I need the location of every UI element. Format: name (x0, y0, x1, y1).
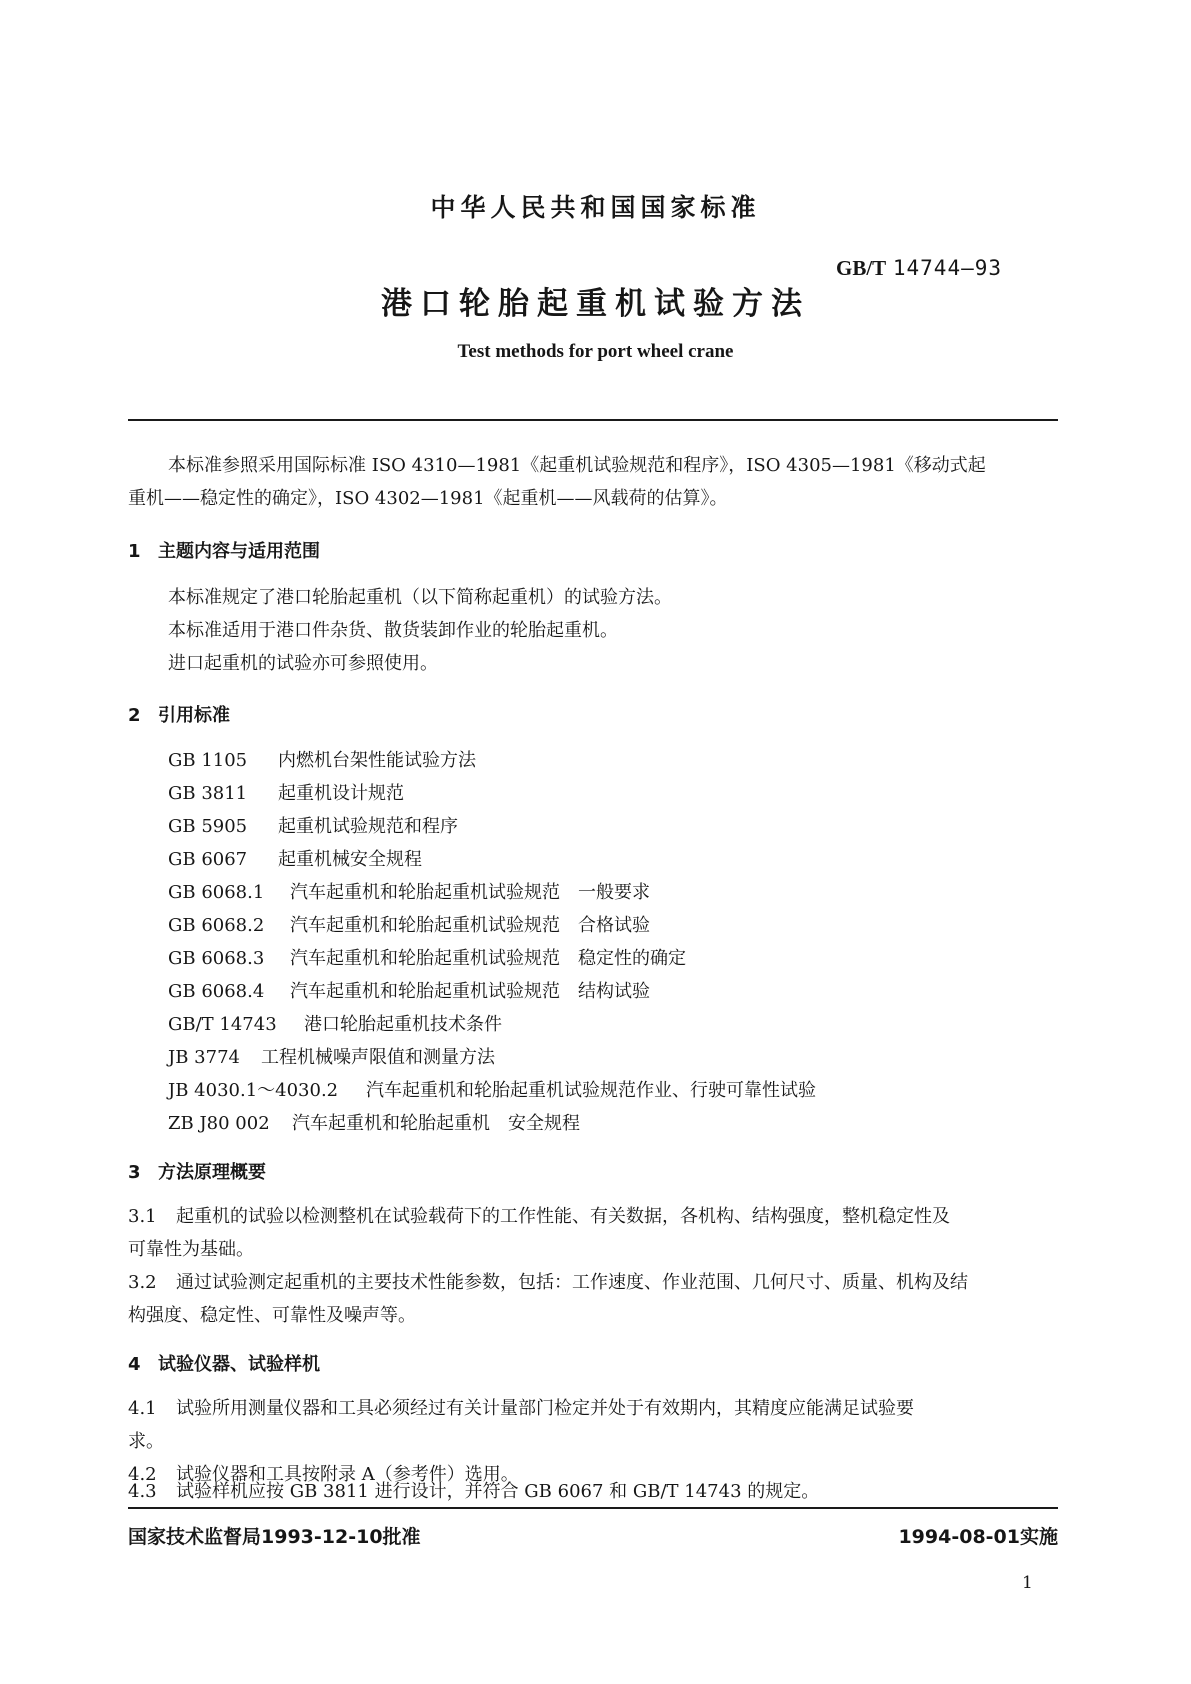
clause-3-2-line-1 (128, 1268, 968, 1294)
clause-3-1-text: 起重机的试验以检测整机在试验载荷下的工作性能、有关数据，各机构、结构强度，整机稳定性及 (176, 1206, 950, 1227)
reference-item (168, 977, 650, 1003)
document-title-zh: 港口轮胎起重机试验方法 (381, 286, 810, 322)
reference-code: GB 6068.3 (168, 948, 265, 969)
approval-info: 国家技术监督局1993-12-10批准 (128, 1526, 421, 1548)
section-1-para-1: 本标准规定了港口轮胎起重机（以下简称起重机）的试验方法。 (168, 587, 672, 608)
reference-title: 汽车起重机和轮胎起重机试验规范 合格试验 (290, 915, 650, 936)
section-3-heading (128, 1158, 266, 1184)
reference-title: 起重机械安全规程 (278, 849, 422, 870)
footer-divider (128, 1507, 1058, 1509)
section-1-para-2: 本标准适用于港口件杂货、散货装卸作业的轮胎起重机。 (168, 620, 618, 641)
reference-code: JB 3774 (168, 1047, 240, 1068)
section-4-heading (128, 1350, 320, 1376)
reference-item (168, 944, 686, 970)
section-2-number: 2 (128, 705, 141, 726)
reference-item (168, 878, 650, 904)
clause-4-3-number: 4.3 (128, 1481, 157, 1502)
clause-3-2-number: 3.2 (128, 1272, 157, 1293)
reference-item (168, 746, 476, 772)
clause-3-2-line-2: 构强度、稳定性、可靠性及噪声等。 (128, 1305, 416, 1326)
reference-code: GB/T 14743 (168, 1014, 277, 1035)
reference-title: 汽车起重机和轮胎起重机试验规范 一般要求 (290, 882, 650, 903)
reference-title: 汽车起重机和轮胎起重机试验规范 稳定性的确定 (290, 948, 686, 969)
section-3-title: 方法原理概要 (158, 1162, 266, 1183)
header-divider (128, 419, 1058, 421)
reference-title: 工程机械噪声限值和测量方法 (261, 1047, 495, 1068)
clause-4-3-text: 试验样机应按 GB 3811 进行设计，并符合 GB 6067 和 GB/T 14743 的规定。 (176, 1481, 820, 1502)
reference-code: JB 4030.1～4030.2 (168, 1080, 339, 1101)
reference-item (168, 911, 650, 937)
reference-title: 汽车起重机和轮胎起重机试验规范作业、行驶可靠性试验 (366, 1080, 816, 1101)
section-1-number: 1 (128, 541, 141, 562)
section-4-number: 4 (128, 1354, 141, 1375)
reference-code: GB 3811 (168, 783, 248, 804)
clause-4-3 (128, 1477, 819, 1503)
intro-line-1: 本标准参照采用国际标准 ISO 4310—1981《起重机试验规范和程序》，ISO 4305—1981《移动式起 (168, 455, 986, 476)
section-1-heading (128, 537, 320, 563)
reference-code: GB 6068.4 (168, 981, 265, 1002)
effective-date: 1994-08-01实施 (898, 1526, 1058, 1548)
reference-code: GB 1105 (168, 750, 248, 771)
reference-code: GB 5905 (168, 816, 248, 837)
clause-3-1-number: 3.1 (128, 1206, 157, 1227)
national-standard-title: 中华人民共和国国家标准 (430, 193, 761, 222)
clause-4-1-number: 4.1 (128, 1398, 157, 1419)
reference-code: ZB J80 002 (168, 1113, 270, 1134)
reference-title: 起重机设计规范 (278, 783, 404, 804)
clause-4-2-number: 4.2 (128, 1464, 157, 1485)
reference-item (168, 1010, 502, 1036)
reference-title: 起重机试验规范和程序 (278, 816, 458, 837)
reference-item (168, 779, 404, 805)
clause-4-1-text: 试验所用测量仪器和工具必须经过有关计量部门检定并处于有效期内，其精度应能满足试验要 (176, 1398, 914, 1419)
clause-3-1-line-1 (128, 1202, 950, 1228)
clause-3-2-text: 通过试验测定起重机的主要技术性能参数，包括：工作速度、作业范围、几何尺寸、质量、机构及结 (176, 1272, 968, 1293)
reference-code: GB 6068.2 (168, 915, 265, 936)
section-3-number: 3 (128, 1162, 141, 1183)
reference-item (168, 845, 422, 871)
standard-number: 14744—93 (892, 256, 1003, 280)
standard-prefix: GB/T (836, 256, 887, 280)
section-2-heading (128, 701, 230, 727)
clause-4-2-text: 试验仪器和工具按附录 A（参考件）选用。 (176, 1464, 519, 1485)
section-1-para-3: 进口起重机的试验亦可参照使用。 (168, 653, 438, 674)
document-title-en: Test methods for port wheel crane (457, 341, 734, 362)
section-4-title: 试验仪器、试验样机 (158, 1354, 320, 1375)
reference-item (168, 1076, 816, 1102)
reference-item (168, 1043, 495, 1069)
clause-4-1-line-2: 求。 (128, 1431, 164, 1452)
reference-item (168, 812, 458, 838)
reference-title: 港口轮胎起重机技术条件 (304, 1014, 502, 1035)
reference-code: GB 6067 (168, 849, 248, 870)
reference-title: 汽车起重机和轮胎起重机试验规范 结构试验 (290, 981, 650, 1002)
clause-3-1-line-2: 可靠性为基础。 (128, 1239, 254, 1260)
reference-title: 内燃机台架性能试验方法 (278, 750, 476, 771)
section-2-title: 引用标准 (158, 705, 230, 726)
reference-item (168, 1109, 580, 1135)
page-number: 1 (1022, 1573, 1033, 1593)
reference-title: 汽车起重机和轮胎起重机 安全规程 (292, 1113, 580, 1134)
clause-4-1-line-1 (128, 1394, 914, 1420)
section-1-title: 主题内容与适用范围 (158, 541, 320, 562)
reference-code: GB 6068.1 (168, 882, 265, 903)
intro-line-2: 重机——稳定性的确定》，ISO 4302—1981《起重机——风载荷的估算》。 (128, 488, 728, 509)
